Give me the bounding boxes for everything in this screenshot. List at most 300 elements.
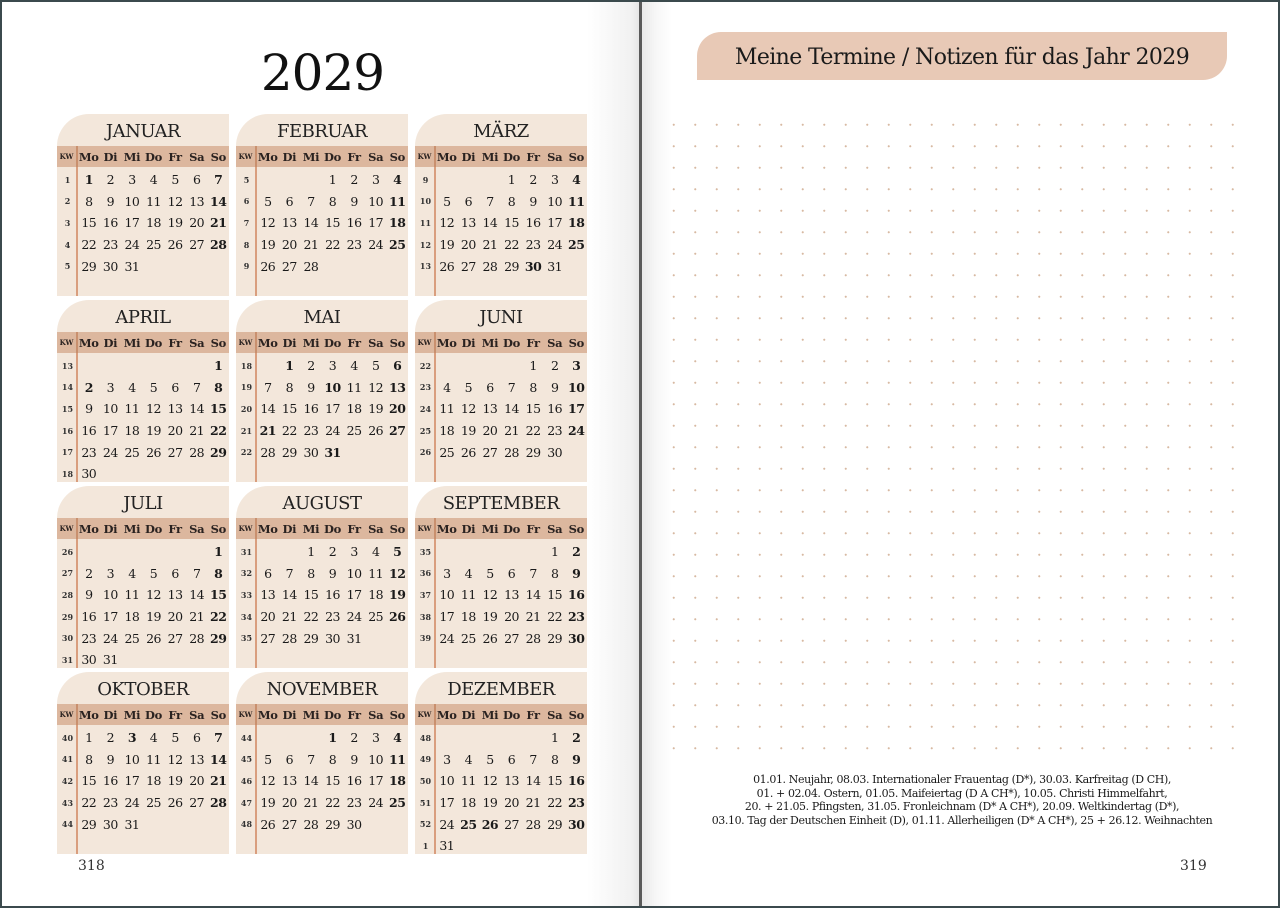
week-row <box>57 377 229 399</box>
day-cell: 6 <box>507 751 516 767</box>
week-row <box>415 584 587 606</box>
weekday-label: Sa <box>547 149 563 164</box>
week-number: 41 <box>61 754 74 765</box>
week-number: 50 <box>419 775 432 786</box>
month-days <box>236 167 408 277</box>
week-row <box>415 627 587 649</box>
week-number: 14 <box>61 382 74 393</box>
day-cell: 8 <box>550 751 559 767</box>
day-cell: 13 <box>281 215 297 231</box>
day-cell: 26 <box>368 423 384 439</box>
weekday-label: Sa <box>368 149 384 164</box>
day-cell: 20 <box>504 795 519 811</box>
month-card <box>236 486 408 668</box>
day-cell: 11 <box>346 379 362 395</box>
day-cell: 6 <box>192 172 201 188</box>
page-number-left: 318 <box>78 858 105 874</box>
week-number: 8 <box>243 239 250 250</box>
day-cell: 1 <box>328 730 337 746</box>
week-number: 25 <box>419 425 432 436</box>
day-cell: 27 <box>504 630 519 646</box>
week-number-header: KW <box>57 518 78 539</box>
week-row <box>236 191 408 213</box>
weekday-label: Di <box>103 335 118 350</box>
left-page <box>2 2 639 906</box>
weekday-label: Do <box>145 521 163 536</box>
week-row <box>57 749 229 771</box>
week-number: 49 <box>419 754 432 765</box>
month-card <box>236 300 408 482</box>
day-cell: 22 <box>547 609 563 625</box>
weekday-label: Fr <box>347 149 361 164</box>
weekday-label: Sa <box>189 521 205 536</box>
day-cell: 14 <box>281 587 297 603</box>
week-number-header: KW <box>57 332 78 353</box>
day-cell: 5 <box>171 172 179 188</box>
notes-header-title: Meine Termine / Notizen für das Jahr 2029 <box>734 45 1190 70</box>
day-cell: 18 <box>124 609 140 625</box>
holidays-line: 01.01. Neujahr, 08.03. Internationaler Frauentag (D*), 30.03. Karfreitag (D CH), <box>753 773 1171 786</box>
day-cell: 30 <box>102 258 118 274</box>
day-cell: 3 <box>328 358 337 374</box>
week-row <box>57 441 229 463</box>
day-cell: 4 <box>393 730 402 746</box>
day-cell: 3 <box>550 172 559 188</box>
month-card <box>236 114 408 296</box>
day-cell: 28 <box>482 258 498 274</box>
day-cell: 12 <box>260 215 276 231</box>
week-row <box>236 355 408 377</box>
day-cell: 23 <box>568 609 585 625</box>
week-number-header: KW <box>57 146 78 167</box>
weekday-label: Do <box>145 149 163 164</box>
weekday-label: Mi <box>481 707 499 722</box>
day-cell: 27 <box>281 816 297 832</box>
day-cell: 11 <box>568 193 585 209</box>
day-cell: 20 <box>389 401 406 417</box>
day-cell: 8 <box>328 751 337 767</box>
week-row <box>415 420 587 442</box>
day-cell: 3 <box>106 379 115 395</box>
holidays-list <box>682 773 1242 827</box>
week-number: 30 <box>61 633 74 644</box>
weekday-label: Mi <box>123 707 141 722</box>
day-cell: 27 <box>189 795 205 811</box>
day-cell: 8 <box>285 379 294 395</box>
day-cell: 4 <box>350 358 358 374</box>
day-cell: 26 <box>389 609 406 625</box>
day-cell: 15 <box>547 587 563 603</box>
weekday-label: So <box>210 707 226 722</box>
week-number: 37 <box>419 589 432 600</box>
week-number: 32 <box>240 568 253 579</box>
day-cell: 9 <box>572 751 581 767</box>
day-cell: 19 <box>260 795 276 811</box>
week-row <box>236 441 408 463</box>
weekday-label: Fr <box>168 521 182 536</box>
day-cell: 15 <box>303 587 319 603</box>
week-number: 39 <box>419 633 432 644</box>
day-cell: 21 <box>259 423 276 439</box>
day-cell: 23 <box>102 795 118 811</box>
day-cell: 12 <box>167 193 183 209</box>
day-cell: 25 <box>460 816 477 832</box>
day-cell: 24 <box>368 795 384 811</box>
day-cell: 20 <box>167 423 183 439</box>
week-number: 1 <box>422 840 429 851</box>
day-cell: 6 <box>507 565 516 581</box>
weekday-header <box>57 332 229 353</box>
week-number: 29 <box>61 611 74 622</box>
day-cell: 13 <box>504 587 519 603</box>
weekday-label: Mo <box>436 335 457 350</box>
day-cell: 14 <box>210 193 227 209</box>
day-cell: 15 <box>547 773 563 789</box>
day-cell: 5 <box>393 544 402 560</box>
day-cell: 5 <box>171 730 179 746</box>
day-cell: 10 <box>368 193 384 209</box>
week-number: 7 <box>243 217 250 228</box>
day-cell: 5 <box>486 751 494 767</box>
day-cell: 7 <box>529 565 537 581</box>
day-cell: 21 <box>210 215 227 231</box>
weekday-label: Di <box>103 521 118 536</box>
weekday-header <box>415 704 587 725</box>
day-cell: 26 <box>167 795 183 811</box>
day-cell: 26 <box>260 258 276 274</box>
weekday-label: Sa <box>368 707 384 722</box>
day-cell: 17 <box>368 773 384 789</box>
day-cell: 26 <box>439 258 455 274</box>
day-cell: 25 <box>389 237 406 253</box>
weekday-label: Do <box>324 521 342 536</box>
day-cell: 17 <box>439 795 455 811</box>
day-cell: 15 <box>81 773 97 789</box>
day-cell: 2 <box>572 730 581 746</box>
month-card <box>57 486 229 668</box>
day-cell: 7 <box>307 751 315 767</box>
weekday-label: Fr <box>347 521 361 536</box>
month-days <box>236 539 408 649</box>
week-row <box>415 606 587 628</box>
day-cell: 20 <box>281 237 297 253</box>
day-cell: 1 <box>328 172 337 188</box>
week-row <box>415 212 587 234</box>
week-number: 35 <box>240 633 253 644</box>
day-cell: 8 <box>529 379 537 395</box>
week-number: 44 <box>61 819 74 830</box>
day-cell: 11 <box>146 751 161 767</box>
day-cell: 25 <box>389 795 406 811</box>
day-cell: 24 <box>346 609 362 625</box>
day-cell: 14 <box>504 401 519 417</box>
week-row <box>57 398 229 420</box>
day-cell: 29 <box>547 630 563 646</box>
weekday-label: Mo <box>436 521 457 536</box>
year-title: 2029 <box>260 44 385 102</box>
weekday-label: Fr <box>526 149 540 164</box>
day-cell: 17 <box>568 401 585 417</box>
week-number: 9 <box>422 174 429 185</box>
weekday-label: Di <box>461 707 476 722</box>
weekday-label: Mo <box>78 707 99 722</box>
week-row <box>415 541 587 563</box>
day-cell: 7 <box>192 379 201 395</box>
day-cell: 29 <box>210 630 227 646</box>
day-cell: 28 <box>260 444 276 460</box>
day-cell: 12 <box>460 401 476 417</box>
weekday-header <box>57 146 229 167</box>
month-days <box>236 353 408 463</box>
weekday-label: Mi <box>123 149 141 164</box>
day-cell: 15 <box>81 215 97 231</box>
week-number-header: KW <box>415 704 436 725</box>
day-cell: 2 <box>106 172 115 188</box>
day-cell: 11 <box>368 565 384 581</box>
weekday-label: Mi <box>302 521 320 536</box>
day-cell: 30 <box>568 630 585 646</box>
day-cell: 16 <box>568 587 585 603</box>
day-cell: 31 <box>124 258 140 274</box>
day-cell: 8 <box>507 193 516 209</box>
day-cell: 23 <box>346 795 362 811</box>
weekday-label: Mo <box>78 149 99 164</box>
weekday-header <box>236 518 408 539</box>
week-row <box>57 649 229 671</box>
day-cell: 16 <box>525 215 541 231</box>
day-cell: 11 <box>389 751 406 767</box>
week-row <box>57 727 229 749</box>
week-number-header: KW <box>415 146 436 167</box>
day-cell: 1 <box>214 544 223 560</box>
week-row <box>57 606 229 628</box>
weekday-label: Sa <box>547 707 563 722</box>
week-number: 3 <box>64 217 71 228</box>
day-cell: 10 <box>568 379 585 395</box>
week-number: 34 <box>240 611 253 622</box>
day-cell: 7 <box>285 565 294 581</box>
week-row <box>236 169 408 191</box>
day-cell: 2 <box>328 544 337 560</box>
day-cell: 9 <box>550 379 559 395</box>
month-days <box>57 353 229 485</box>
week-row <box>236 398 408 420</box>
day-cell: 12 <box>482 773 498 789</box>
day-cell: 11 <box>460 773 476 789</box>
day-cell: 28 <box>525 630 541 646</box>
day-cell: 11 <box>460 587 476 603</box>
weekday-header <box>415 146 587 167</box>
day-cell: 3 <box>128 172 136 188</box>
weekday-label: Fr <box>347 335 361 350</box>
week-row <box>415 255 587 277</box>
day-cell: 18 <box>460 795 476 811</box>
day-cell: 17 <box>102 609 118 625</box>
notes-header <box>697 32 1227 80</box>
day-cell: 14 <box>303 773 319 789</box>
day-cell: 25 <box>346 423 362 439</box>
month-name: SEPTEMBER <box>442 493 560 514</box>
day-cell: 15 <box>325 215 340 231</box>
day-cell: 10 <box>102 587 118 603</box>
day-cell: 28 <box>525 816 541 832</box>
day-cell: 3 <box>371 172 380 188</box>
page-number-right: 319 <box>1180 858 1207 874</box>
day-cell: 28 <box>189 444 205 460</box>
day-cell: 19 <box>460 423 476 439</box>
day-cell: 23 <box>303 423 319 439</box>
day-cell: 13 <box>482 401 498 417</box>
week-row <box>236 563 408 585</box>
week-number: 47 <box>240 797 253 808</box>
week-number: 22 <box>419 360 432 371</box>
week-number-header: KW <box>57 704 78 725</box>
day-cell: 29 <box>303 630 319 646</box>
day-cell: 1 <box>507 172 516 188</box>
day-cell: 3 <box>106 565 115 581</box>
week-row <box>57 234 229 256</box>
week-number: 35 <box>419 546 432 557</box>
day-cell: 15 <box>210 587 227 603</box>
day-cell: 7 <box>214 172 223 188</box>
day-cell: 21 <box>189 423 205 439</box>
week-row <box>57 169 229 191</box>
day-cell: 17 <box>325 401 340 417</box>
day-cell: 5 <box>264 751 272 767</box>
day-cell: 2 <box>350 172 358 188</box>
weekday-label: Fr <box>526 521 540 536</box>
day-cell: 18 <box>439 423 455 439</box>
day-cell: 22 <box>504 237 519 253</box>
day-cell: 16 <box>81 423 97 439</box>
day-cell: 19 <box>146 609 161 625</box>
day-cell: 21 <box>189 609 205 625</box>
weekday-header <box>415 518 587 539</box>
week-number: 13 <box>419 261 432 272</box>
weekday-label: Do <box>324 707 342 722</box>
week-row <box>236 420 408 442</box>
month-card <box>415 114 587 296</box>
day-cell: 23 <box>346 237 362 253</box>
weekday-label: So <box>389 335 405 350</box>
week-row <box>57 813 229 835</box>
month-name: APRIL <box>115 307 171 328</box>
weekday-label: Sa <box>189 707 205 722</box>
day-cell: 19 <box>482 609 498 625</box>
week-row <box>415 770 587 792</box>
day-cell: 25 <box>439 444 455 460</box>
week-number: 46 <box>240 775 253 786</box>
week-number: 9 <box>243 261 250 272</box>
holidays-line: 20. + 21.05. Pfingsten, 31.05. Fronleichnam (D* A CH*), 20.09. Weltkindertag (D*), <box>744 800 1180 814</box>
weekday-label: Do <box>145 707 163 722</box>
week-row <box>57 792 229 814</box>
day-cell: 3 <box>371 730 380 746</box>
week-number: 48 <box>419 732 432 743</box>
day-cell: 27 <box>281 258 297 274</box>
month-name: AUGUST <box>282 493 362 514</box>
day-cell: 7 <box>307 193 315 209</box>
weekday-label: So <box>389 149 405 164</box>
weekday-label: Mi <box>123 335 141 350</box>
weekday-label: Fr <box>526 335 540 350</box>
day-cell: 10 <box>547 193 563 209</box>
day-cell: 5 <box>149 379 158 395</box>
holidays-line: 03.10. Tag der Deutschen Einheit (D), 01.11. Allerheiligen (D* A CH*), 25 + 26.12. Weihnachten <box>711 813 1213 827</box>
day-cell: 28 <box>504 444 519 460</box>
day-cell: 2 <box>85 565 93 581</box>
day-cell: 15 <box>281 401 297 417</box>
day-cell: 29 <box>547 816 563 832</box>
day-cell: 20 <box>189 773 205 789</box>
weekday-header <box>415 332 587 353</box>
weekday-label: Fr <box>168 335 182 350</box>
day-cell: 12 <box>368 379 384 395</box>
month-name: FEBRUAR <box>276 121 368 142</box>
day-cell: 25 <box>124 630 140 646</box>
week-number-header: KW <box>236 704 257 725</box>
day-cell: 16 <box>547 401 563 417</box>
day-cell: 16 <box>81 609 97 625</box>
day-cell: 19 <box>482 795 498 811</box>
day-cell: 20 <box>460 237 476 253</box>
day-cell: 20 <box>167 609 183 625</box>
weekday-header <box>57 704 229 725</box>
day-cell: 9 <box>572 565 581 581</box>
month-name: MÄRZ <box>473 121 529 142</box>
week-number: 26 <box>419 447 432 458</box>
day-cell: 11 <box>124 587 140 603</box>
day-cell: 13 <box>389 379 406 395</box>
week-number: 4 <box>64 239 71 250</box>
month-card <box>415 672 587 854</box>
day-cell: 4 <box>464 751 473 767</box>
week-row <box>236 377 408 399</box>
day-cell: 4 <box>371 544 380 560</box>
weekday-label: Di <box>461 521 476 536</box>
day-cell: 3 <box>572 358 581 374</box>
month-card <box>57 300 229 482</box>
day-cell: 7 <box>507 379 516 395</box>
day-cell: 5 <box>464 379 473 395</box>
day-cell: 28 <box>189 630 205 646</box>
weekday-label: Sa <box>368 521 384 536</box>
day-cell: 5 <box>486 565 494 581</box>
day-cell: 14 <box>189 401 205 417</box>
weekday-label: Mo <box>436 149 457 164</box>
month-name: MAI <box>303 307 341 328</box>
week-row <box>236 606 408 628</box>
day-cell: 31 <box>102 652 118 668</box>
day-cell: 4 <box>128 565 136 581</box>
week-row <box>415 377 587 399</box>
day-cell: 15 <box>210 401 227 417</box>
week-number: 31 <box>61 654 74 665</box>
day-cell: 6 <box>192 730 201 746</box>
day-cell: 13 <box>189 751 205 767</box>
day-cell: 8 <box>550 565 559 581</box>
weekday-label: So <box>210 149 226 164</box>
day-cell: 7 <box>486 193 494 209</box>
day-cell: 4 <box>572 172 581 188</box>
month-days <box>415 539 587 649</box>
week-row <box>57 212 229 234</box>
day-cell: 12 <box>260 773 276 789</box>
week-number: 16 <box>61 425 74 436</box>
day-cell: 23 <box>81 630 97 646</box>
day-cell: 14 <box>525 773 541 789</box>
week-number: 11 <box>419 217 432 228</box>
